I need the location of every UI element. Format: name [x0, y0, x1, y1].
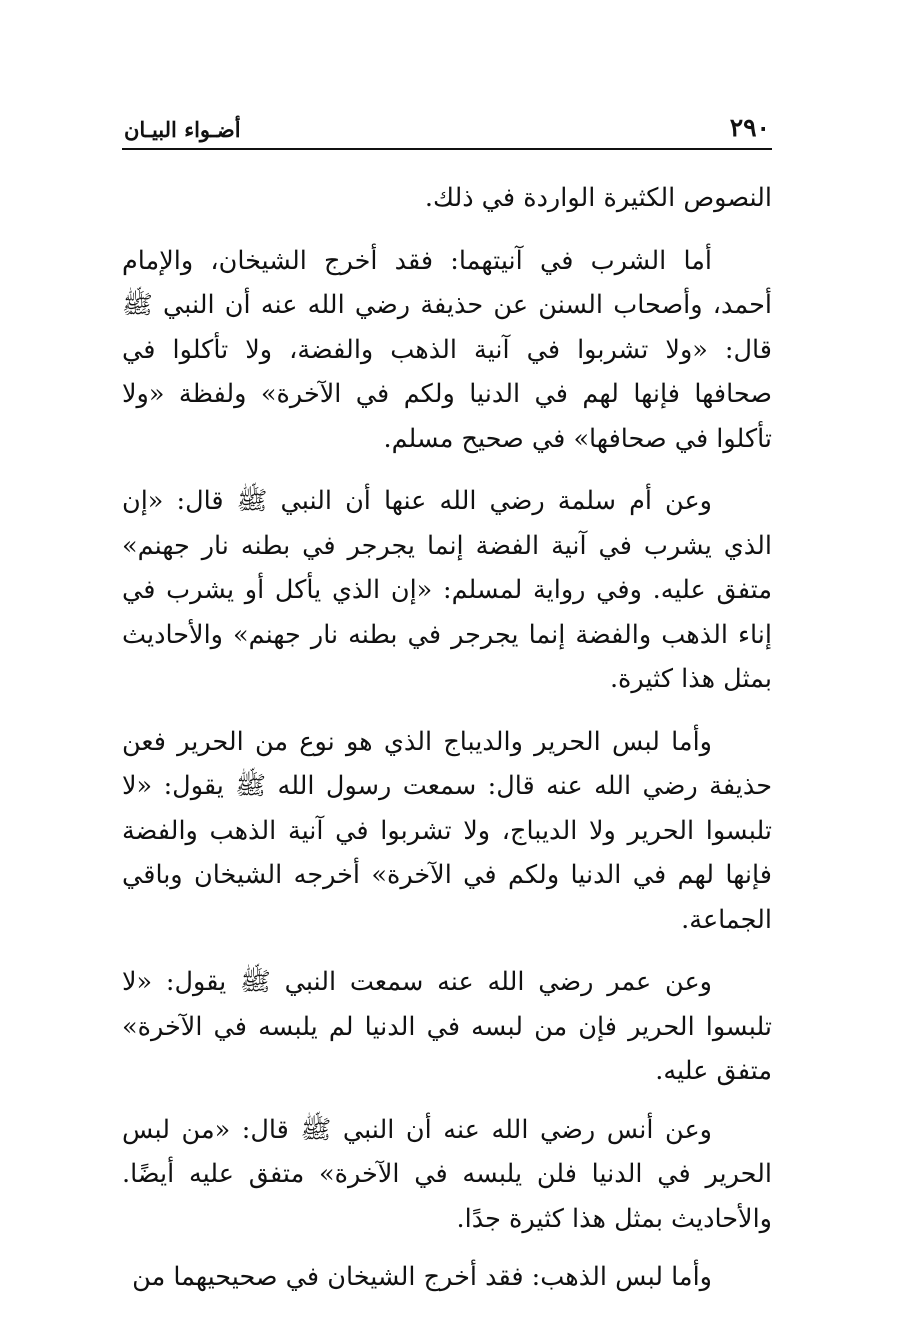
page-number: ٢٩٠	[729, 113, 770, 142]
book-title: أضـواء البيـان	[124, 117, 241, 142]
paragraph-3: وعن أم سلمة رضي الله عنها أن النبي ﷺ قال: «إن الذي يشرب في آنية الفضة إنما يجرجر في بطنه نار جهنم» متفق عليه. وفي رواية لمسلم: «إن الذي يأكل أو يشرب في إناء الذهب والفضة إنما يجرجر في بطنه نار جهنم» والأحاديث بمثل هذا كثيرة.	[122, 486, 772, 694]
paragraph-4: وأما لبس الحرير والديباج الذي هو نوع من الحرير فعن حذيفة رضي الله عنه قال: سمعت رسول الله ﷺ يقول: «لا تلبسوا الحرير ولا الديباج، ولا تشربوا في آنية الذهب والفضة فإنها لهم في الدنيا ولكم في الآخرة» أخرجه الشيخان وباقي الجماعة.	[122, 726, 772, 935]
page-body	[122, 176, 772, 1300]
paragraph-2: أما الشرب في آنيتهما: فقد أخرج الشيخان، والإمام أحمد، وأصحاب السنن عن حذيفة رضي الله عنه أن النبي ﷺ قال: «ولا تشربوا في آنية الذهب والفضة، ولا تأكلوا في صحافها فإنها لهم في الدنيا ولكم في الآخرة» ولفظة «ولا تأكلوا في صحافها» في صحيح مسلم.	[122, 245, 772, 454]
book-page	[122, 104, 772, 1318]
running-header	[122, 104, 772, 150]
paragraph-5: وعن عمر رضي الله عنه سمعت النبي ﷺ يقول: «لا تلبسوا الحرير فإن من لبسه في الدنيا لم يلبسه في الآخرة» متفق عليه.	[122, 967, 772, 1086]
paragraph-7: وأما لبس الذهب: فقد أخرج الشيخان في صحيحيهما من	[132, 1262, 712, 1292]
paragraph-6: وعن أنس رضي الله عنه أن النبي ﷺ قال: «من لبس الحرير في الدنيا فلن يلبسه في الآخرة» متفق عليه أيضًا. والأحاديث بمثل هذا كثيرة جدًا.	[122, 1114, 772, 1234]
paragraph-1: النصوص الكثيرة الواردة في ذلك.	[424, 183, 772, 213]
